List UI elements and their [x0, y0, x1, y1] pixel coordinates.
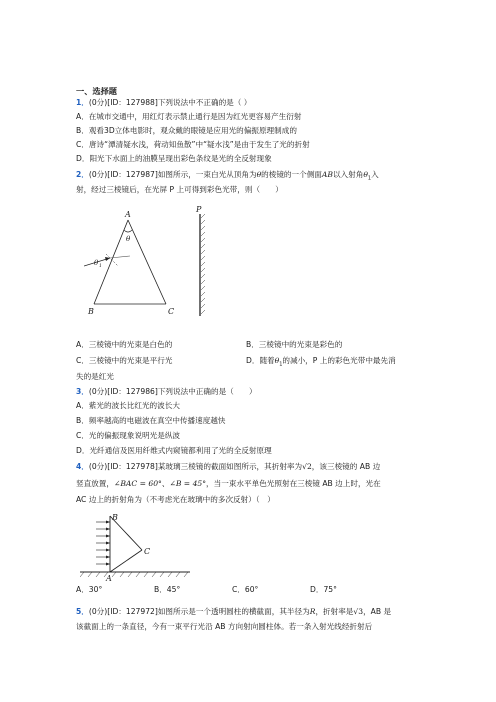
- question-2-option-d[interactable]: D．随着$\theta_1$的减小，P 上的彩色光带中最先消: [246, 356, 396, 368]
- question-5-number: 5．: [76, 607, 89, 616]
- question-1-option-a[interactable]: A．在城市交通中，用红灯表示禁止通行是因为红光更容易产生衍射: [76, 112, 302, 121]
- glass-prism-figure: [80, 510, 200, 582]
- question-1-number: 1．: [76, 98, 89, 107]
- question-5-stem-line2: 该截面上的一条直径，今有一束平行光沿 AB 方向射向圆柱体。若一条入射光线经折射后: [76, 622, 373, 631]
- screen-label-p: P: [196, 205, 202, 214]
- question-5-stem: 5．(0分)[ID：127972]如图所示是一个透明圆柱的横截面，其半径为R，折射率是√3，AB 是: [76, 607, 392, 616]
- question-4-option-c[interactable]: C．60°: [232, 585, 259, 594]
- question-4-stem: 4．(0分)[ID：127978]某玻璃三棱镜的截面如图所示，其折射率为√2，该三棱镜的 AB 边: [76, 462, 381, 471]
- question-3-option-d[interactable]: D．光纤通信及医用纤维式内窥镜都利用了光的全反射原理: [76, 446, 272, 455]
- question-4-option-b[interactable]: B．45°: [154, 585, 181, 594]
- question-2-stem-line2: 射，经过三棱镜后，在光屏 P 上可得到彩色光带，则（ ）: [76, 185, 283, 194]
- question-3-option-b[interactable]: B．频率越高的电磁波在真空中传播速度越快: [76, 416, 226, 425]
- svg-text:1: 1: [99, 264, 102, 269]
- question-2-option-c[interactable]: C．三棱镜中的光束是平行光: [76, 356, 173, 365]
- question-4-stem-line3: AC 边上的折射角为（不考虑光在玻璃中的多次反射）（ ）: [76, 495, 275, 504]
- question-1-option-b[interactable]: B．观看3D立体电影时，观众戴的眼镜是应用光的偏振原理制成的: [76, 126, 297, 135]
- question-1-option-c[interactable]: C．唐诗“潭清疑水浅，荷动知鱼散”中“疑水浅”是由于发生了光的折射: [76, 140, 310, 149]
- prism-figure: [84, 204, 224, 330]
- question-4-stem-line2: 竖直放置，∠BAC = 60°、∠B = 45°，当一束水平单色光照射在三棱镜 AB 边上时，光在: [76, 479, 381, 488]
- glass-label-b: B: [112, 513, 118, 522]
- question-2-option-b[interactable]: B．三棱镜中的光束是彩色的: [246, 340, 343, 349]
- question-1-option-d[interactable]: D．阳光下水面上的油膜呈现出彩色条纹是光的全反射现象: [76, 154, 272, 163]
- prism-label-theta1: θ: [94, 259, 99, 267]
- prism-label-theta: θ: [126, 235, 131, 243]
- question-3-stem: 3．(0分)[ID：127986]下列说法中正确的是（ ）: [76, 387, 257, 396]
- question-3-option-c[interactable]: C．光的偏振现象说明光是纵波: [76, 431, 181, 440]
- question-4-option-a[interactable]: A．30°: [76, 585, 103, 594]
- section-title: 一、选择题: [76, 86, 117, 96]
- question-4-number: 4．: [76, 462, 89, 471]
- glass-label-c: C: [144, 547, 151, 556]
- question-1-stem: 1．(0分)[ID：127988]下列说法中不正确的是（ ）: [76, 98, 252, 107]
- question-2-option-d-cont: 失的是红光: [76, 372, 114, 381]
- question-2-stem: 2．(0分)[ID：127987]如图所示，一束白光从顶角为θ的棱镜的一个侧面AB以入射角$\theta_1$入: [76, 170, 379, 182]
- glass-label-a: A: [106, 574, 112, 582]
- prism-label-a: A: [125, 210, 131, 219]
- question-3-number: 3．: [76, 387, 89, 396]
- question-2-number: 2．: [76, 170, 89, 179]
- prism-label-b: B: [88, 307, 94, 316]
- question-3-option-a[interactable]: A．紫光的波长比红光的波长大: [76, 401, 180, 410]
- prism-label-c: C: [168, 307, 175, 316]
- question-2-option-a[interactable]: A．三棱镜中的光束是白色的: [76, 340, 173, 349]
- question-4-option-d[interactable]: D．75°: [310, 585, 337, 594]
